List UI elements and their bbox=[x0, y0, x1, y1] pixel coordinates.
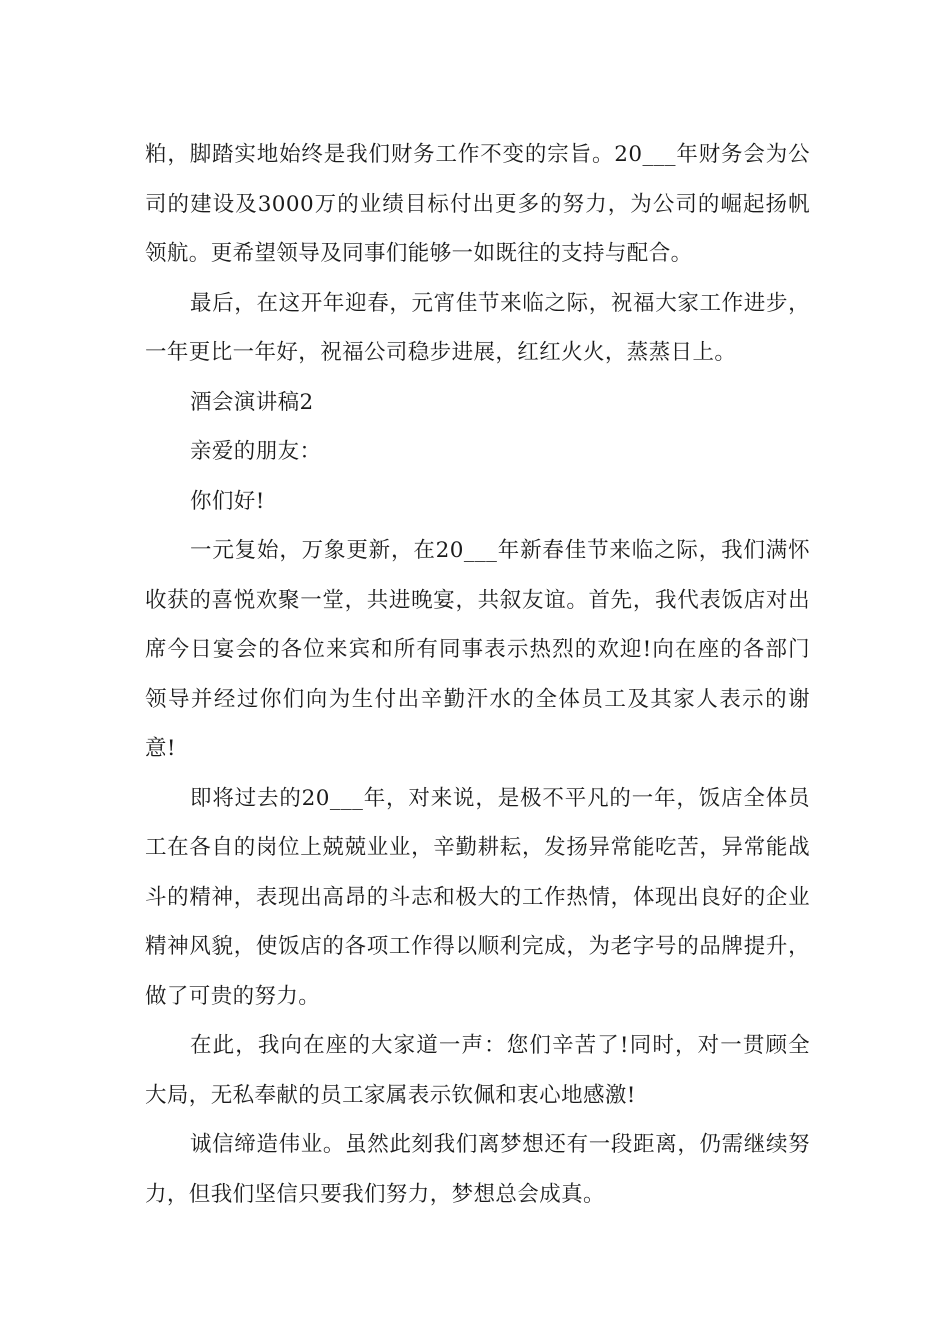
salutation: 亲爱的朋友： bbox=[190, 439, 322, 464]
paragraph-integrity: 诚信缔造伟业。虽然此刻我们离梦想还有一段距离，仍需继续努力，但我们坚信只要我们努力，梦想总会成真。 bbox=[145, 1132, 810, 1207]
paragraph-welcome: 一元复始，万象更新，在20___年新春佳节来临之际，我们满怀收获的喜悦欢聚一堂，共进晚宴，共叙友谊。首先，我代表饭店对出席今日宴会的各位来宾和所有同事表示热烈的欢迎!向在座的各部门领导并经过你们向为生付出辛勤汗水的全体员工及其家人表示的谢意! bbox=[145, 538, 810, 761]
document-body bbox=[145, 130, 810, 1219]
paragraph-year-review: 即将过去的20___年，对来说，是极不平凡的一年，饭店全体员工在各自的岗位上兢兢业业，辛勤耕耘，发扬异常能吃苦，异常能战斗的精神，表现出高昂的斗志和极大的工作热情，体现出良好的企业精神风貌，使饭店的各项工作得以顺利完成，为老字号的品牌提升，做了可贵的努力。 bbox=[145, 785, 810, 1009]
paragraph-thanks: 在此，我向在座的大家道一声：您们辛苦了!同时，对一贯顾全大局，无私奉献的员工家属表示钦佩和衷心地感激! bbox=[145, 1033, 810, 1108]
greeting: 你们好! bbox=[190, 488, 265, 514]
speech-title: 酒会演讲稿2 bbox=[190, 389, 314, 415]
paragraph-continued: 粕，脚踏实地始终是我们财务工作不变的宗旨。20___年财务会为公司的建设及3000万的业绩目标付出更多的努力，为公司的崛起扬帆领航。更希望领导及同事们能够一如既往的支持与配合。 bbox=[145, 142, 810, 266]
paragraph-closing-wishes: 最后，在这开年迎春，元宵佳节来临之际，祝福大家工作进步，一年更比一年好，祝福公司稳步进展，红红火火，蒸蒸日上。 bbox=[145, 290, 810, 365]
